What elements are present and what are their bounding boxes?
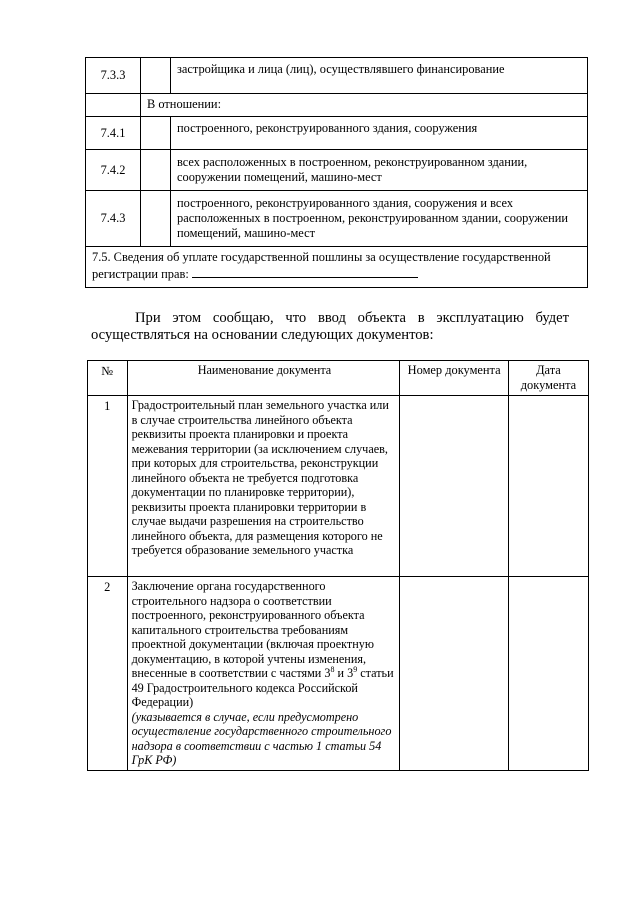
table-row [88,396,589,577]
row-number: 7.4.2 [86,150,141,191]
document-number-cell[interactable] [400,577,509,771]
document-name: Градостроительный план земельного участка или в случае строительства линейного объекта реквизиты проекта планировки и проекта межевания территории (за исключением случаев, при которых для строительства, реконструкции линейного объекта не требуется подготовка документации по планировке территории), реквизиты проекта планировки территории в случае выдачи разрешения на строительство линейного объекта, для размещения которого не требуется образование земельного участка [127,396,400,577]
header-document-name: Наименование документа [127,361,400,396]
section-header: В отношении: [141,94,588,117]
document-number-cell[interactable] [400,396,509,577]
blank-cell [141,58,171,94]
footnote-superscript: 9 [353,664,358,674]
table-row [86,191,588,247]
document-date-cell[interactable] [508,577,588,771]
blank-cell [141,117,171,150]
commissioning-statement: При этом сообщаю, что ввод объекта в эксплуатацию будет осуществляться на основании следующих документов: [91,310,569,343]
blank-cell [141,150,171,191]
table-row [86,58,588,94]
document-name-text: Заключение органа государственного строительного надзора о соответствии построенного, реконструированного объекта капитального строительства требованиям проектной документации (включая проектную документацию, в которой учтены изменения, внесенные в соответствии с частями 3 [131,579,374,680]
row-text: всех расположенных в построенном, реконструированном здании, сооружении помещений, машино-мест [171,150,588,191]
header-number: № [88,361,128,396]
table-header-row [88,361,589,396]
row-text: построенного, реконструированного здания, сооружения [171,117,588,150]
row-number: 7.4.1 [86,117,141,150]
row-number: 7.3.3 [86,58,141,94]
table-row [86,150,588,191]
table-row [86,94,588,117]
document-name [127,577,400,771]
conjunction-text: и 3 [334,666,354,680]
header-document-number: Номер документа [400,361,509,396]
row-text: застройщика и лица (лиц), осуществлявшего финансирование [171,58,588,94]
document-date-cell[interactable] [508,396,588,577]
fee-payment-row [86,247,588,288]
application-details-table [85,57,588,288]
table-row [88,577,589,771]
table-row [86,247,588,288]
document-name-text: статьи 49 Градостроительного кодекса Российской Федерации) [131,666,394,709]
blank-cell [141,191,171,247]
blank-cell [86,94,141,117]
fee-payment-field[interactable] [192,265,418,278]
row-number: 7.4.3 [86,191,141,247]
table-row [86,117,588,150]
row-number: 1 [88,396,128,577]
documents-table [87,360,589,771]
document-note: (указывается в случае, если предусмотрено осуществление государственного строительного надзора в соответствии с частью 1 статьи 54 ГрК РФ) [131,709,392,767]
footnote-superscript: 8 [330,664,335,674]
row-text: построенного, реконструированного здания, сооружения и всех расположенных в построенном, реконструированном здании, сооружении помещений, машино-мест [171,191,588,247]
row-number: 2 [88,577,128,771]
header-document-date: Дата документа [508,361,588,396]
fee-payment-label: 7.5. Сведения об уплате государственной пошлины за осуществление государственной регистрации прав: [92,250,551,281]
